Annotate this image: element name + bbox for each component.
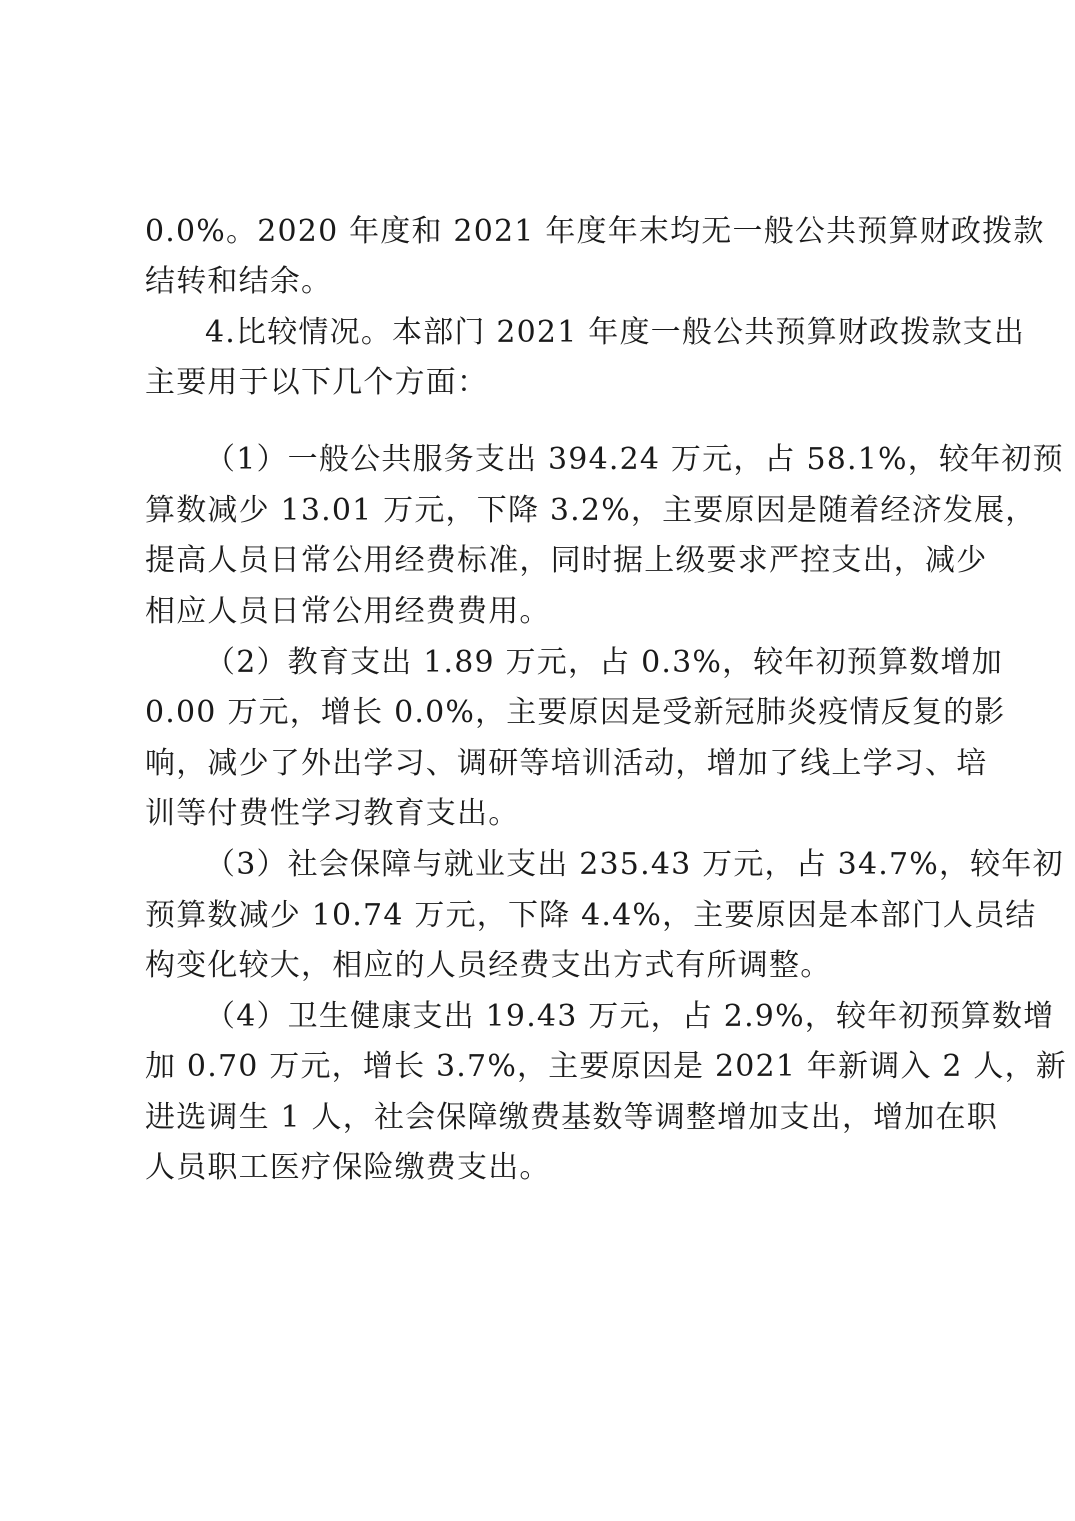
- paragraph-line: 构变化较大，相应的人员经费支出方式有所调整。: [145, 948, 832, 983]
- paragraph-line: 主要用于以下几个方面：: [145, 365, 489, 400]
- paragraph-line: （1）一般公共服务支出 394.24 万元，占 58.1%，较年初预: [205, 442, 1064, 477]
- paragraph-line: 0.00 万元，增长 0.0%，主要原因是受新冠肺炎疫情反复的影: [145, 695, 1006, 730]
- paragraph-line: 0.0%。2020 年度和 2021 年度年末均无一般公共预算财政拨款: [145, 214, 1045, 249]
- paragraph-line: 提高人员日常公用经费标准，同时据上级要求严控支出，减少: [145, 543, 988, 578]
- paragraph-line: （3）社会保障与就业支出 235.43 万元，占 34.7%，较年初: [205, 847, 1064, 882]
- paragraph-line: 加 0.70 万元，增长 3.7%，主要原因是 2021 年新调入 2 人，新: [145, 1049, 1067, 1084]
- paragraph-line: 4.比较情况。本部门 2021 年度一般公共预算财政拨款支出: [205, 315, 1026, 350]
- paragraph-line: 结转和结余。: [145, 264, 333, 299]
- paragraph-line: 预算数减少 10.74 万元，下降 4.4%，主要原因是本部门人员结: [145, 898, 1037, 933]
- paragraph-line: （4）卫生健康支出 19.43 万元，占 2.9%，较年初预算数增: [205, 999, 1055, 1034]
- paragraph-line: （2）教育支出 1.89 万元，占 0.3%，较年初预算数增加: [205, 645, 1003, 680]
- paragraph-line: 进选调生 1 人，社会保障缴费基数等调整增加支出，增加在职: [145, 1100, 998, 1135]
- paragraph-line: 训等付费性学习教育支出。: [145, 796, 520, 831]
- paragraph-line: 相应人员日常公用经费费用。: [145, 594, 551, 629]
- paragraph-line: 响，减少了外出学习、调研等培训活动，增加了线上学习、培: [145, 746, 988, 781]
- paragraph-line: 算数减少 13.01 万元，下降 3.2%，主要原因是随着经济发展，: [145, 493, 1037, 528]
- paragraph-line: 人员职工医疗保险缴费支出。: [145, 1150, 551, 1185]
